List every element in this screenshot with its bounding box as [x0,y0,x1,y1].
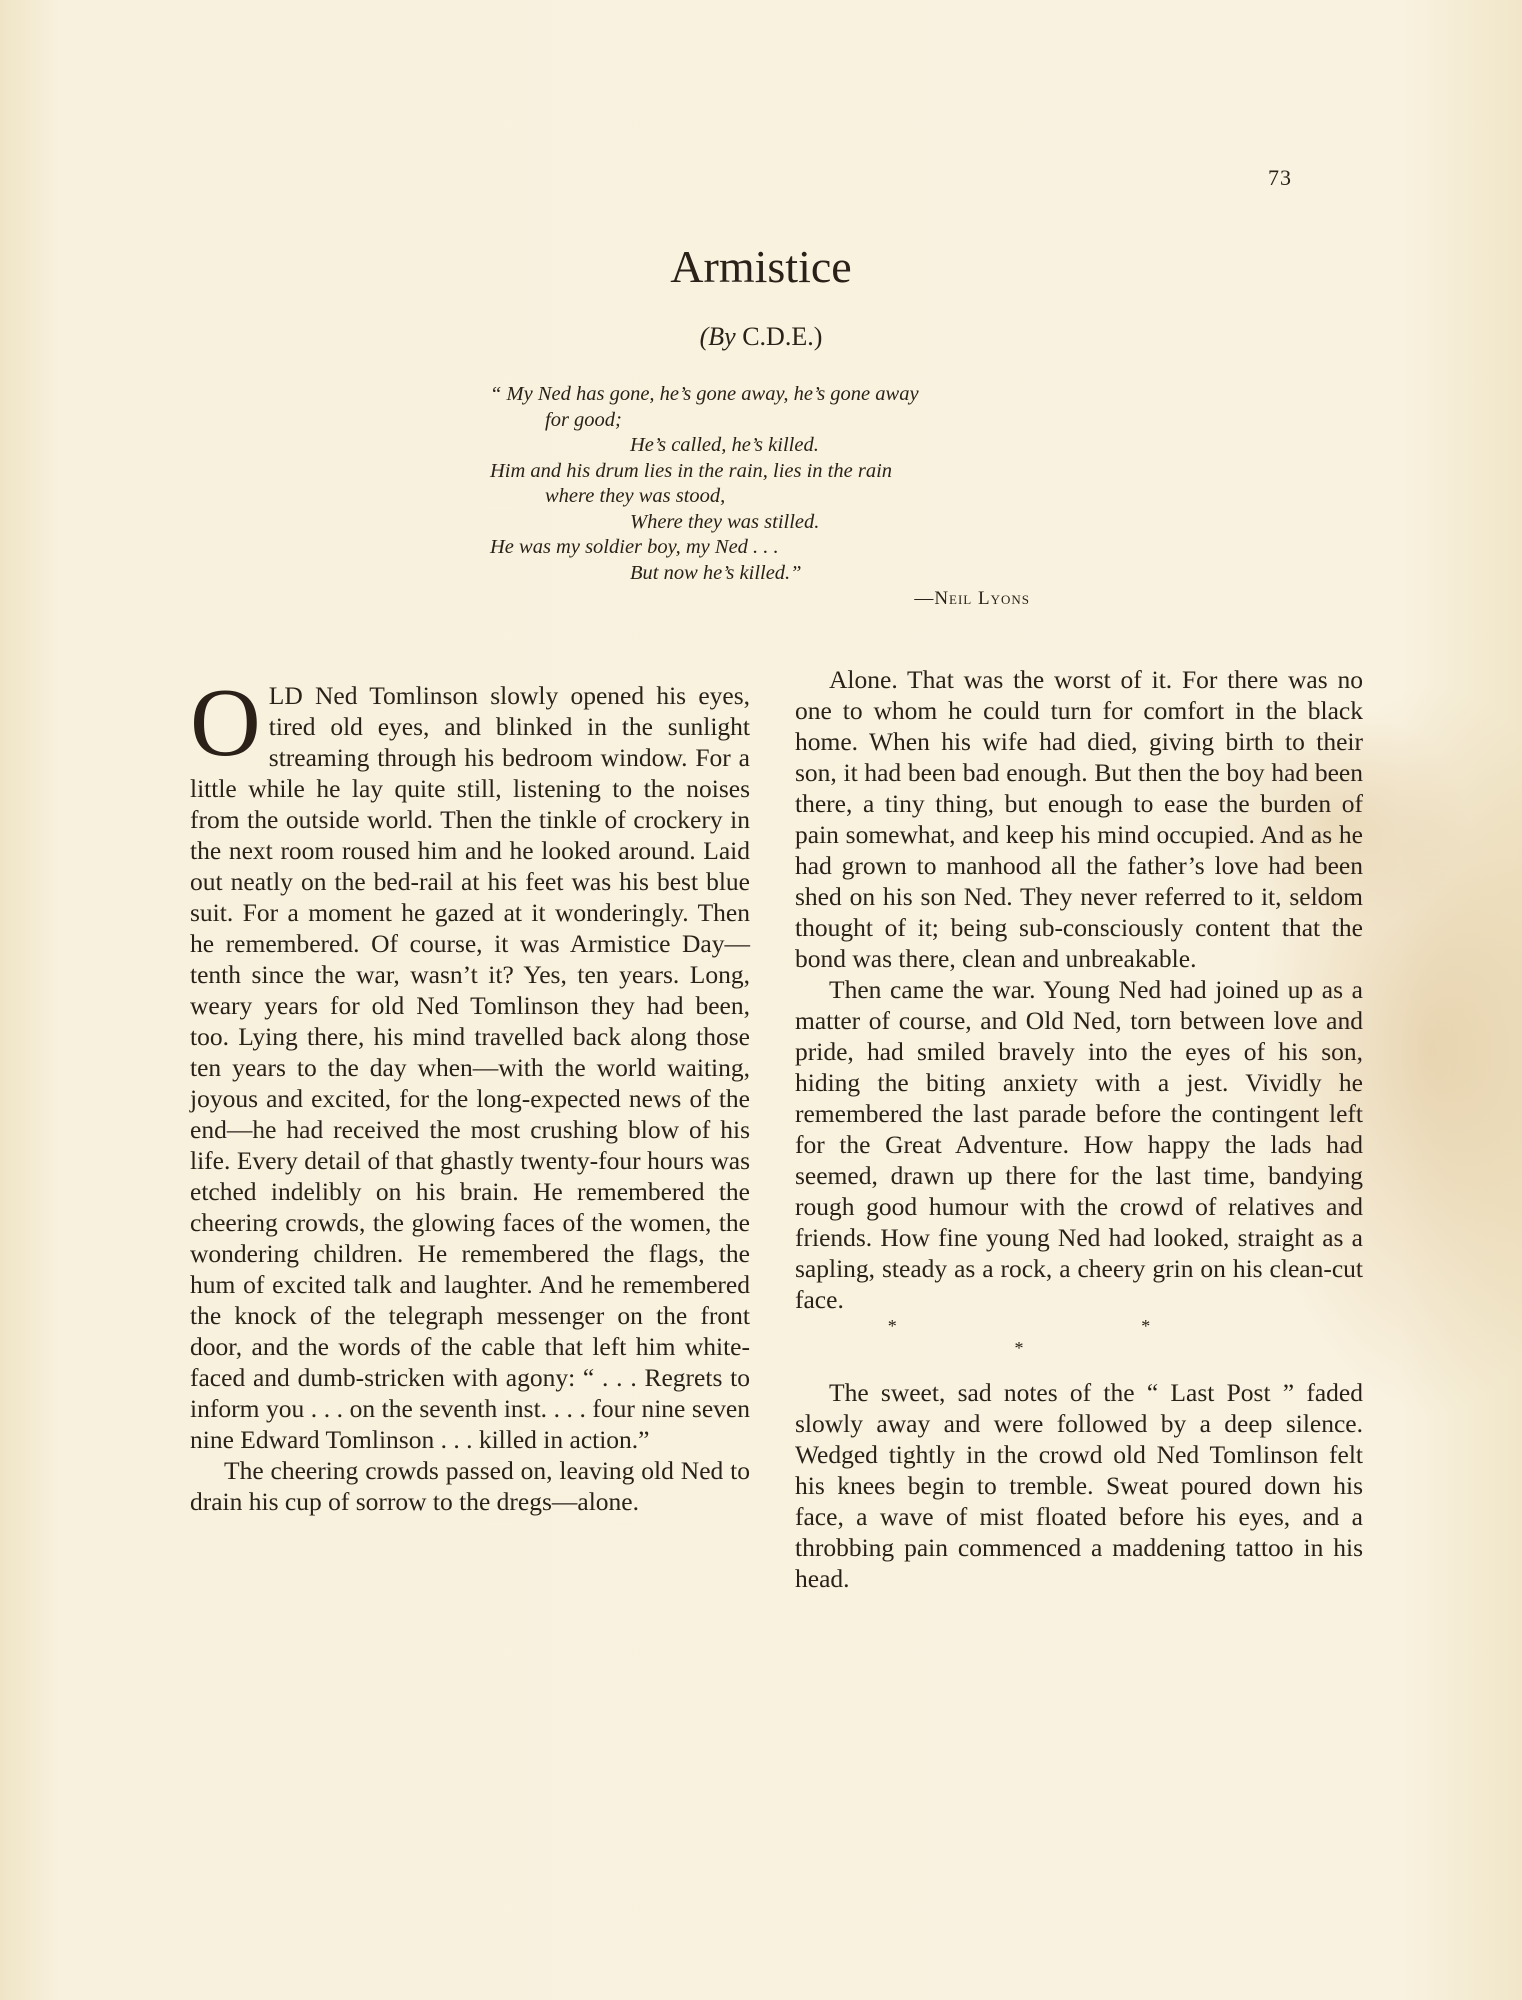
story-paragraph: The sweet, sad notes of the “ Last Post ” faded slowly away and were followed by a deep silence. Wedged tightly in the crowd old Ned Tomlinson felt his knees begin to tremble. Sweat poured down his face, a wave of mist floated before his eyes, and a throbbing pain commenced a maddening tattoo in his head. [795,1378,1363,1593]
epigraph-line: “ My Ned has gone, he’s gone away, he’s gone away [490,383,919,405]
page-number: 73 [1268,165,1292,190]
byline [0,322,1522,352]
byline-prefix: (By [699,322,736,351]
section-separator: * * * [887,1316,1271,1358]
epigraph-line: But now he’s killed.” [630,561,802,584]
story-paragraph [190,669,750,1455]
epigraph-line: He was my soldier boy, my Ned . . . [490,536,779,558]
story-paragraph: The cheering crowds passed on, leaving old Ned to drain his cup of sorrow to the dregs—alone. [190,1456,750,1516]
drop-cap: O [190,669,261,777]
paragraph-text: LD Ned Tomlinson slowly opened his eyes, tired old eyes, and blinked in the sunlight streaming through his bedroom window. For a little while he lay quite still, listening to the noises from the outside world. Then the tinkle of crockery in the next room roused him and he looked around. Laid out neatly on the bed-rail at his feet was his best blue suit. For a moment he gazed at it wonderingly. Then he remembered. Of course, it was Armistice Day—tenth since the war, wasn’t it? Yes, ten years. Long, weary years for old Ned Tomlinson they had been, too. Lying there, his mind travelled back along those ten years to the day when—with the world waiting, joyous and excited, for the long-expected news of the end—he had received the most crushing blow of his life. Every detail of that ghastly twenty-four hours was etched indelibly on his brain. He remembered the cheering crowds, the glowing faces of the women, the wondering children. He remembered the flags, the hum of excited talk and laughter. And he remembered the knock of the telegraph messenger on the front door, and the words of the cable that left him white-faced and dumb-stricken with agony: “ . . . Regrets to inform you . . . on the seventh inst. . . . four nine seven nine Edward Tomlinson . . . killed in action.” [190,681,750,1454]
epigraph-line: where they was stood, [545,485,726,507]
epigraph-line: Where they was stilled. [630,510,820,533]
epigraph-poem [490,382,1050,612]
story-column-left [190,669,750,1517]
story-paragraph: Alone. That was the worst of it. For there was no one to whom he could turn for comfort in the black home. When his wife had died, giving birth to their son, it had been bad enough. But then the boy had been there, a tiny thing, but enough to ease the burden of pain somewhat, and keep his mind occupied. And as he had grown to manhood all the father’s love had been shed on his son Ned. They never referred to it, seldom thought of it; being sub-consciously content that the bond was there, clean and unbreakable. [795,665,1363,973]
epigraph-line: Him and his drum lies in the rain, lies in the rain [490,459,893,482]
story-column-right [795,664,1363,1594]
epigraph-line: for good; [545,408,622,431]
epigraph-line: He’s called, he’s killed. [630,434,819,456]
epigraph-attribution: —Neil Lyons [914,588,1030,609]
byline-author: C.D.E.) [742,322,823,351]
story-paragraph: Then came the war. Young Ned had joined up as a matter of course, and Old Ned, torn between love and pride, had smiled bravely into the eyes of his son, hiding the biting anxiety with a jest. Vividly he remembered the last parade before the contingent left for the Great Adventure. How happy the lads had seemed, drawn up there for the last time, bandying rough good humour with the crowd of relatives and friends. How fine young Ned had looked, straight as a sapling, steady as a rock, a cheery grin on his clean-cut face. [795,975,1363,1314]
article-title: Armistice [670,241,852,292]
